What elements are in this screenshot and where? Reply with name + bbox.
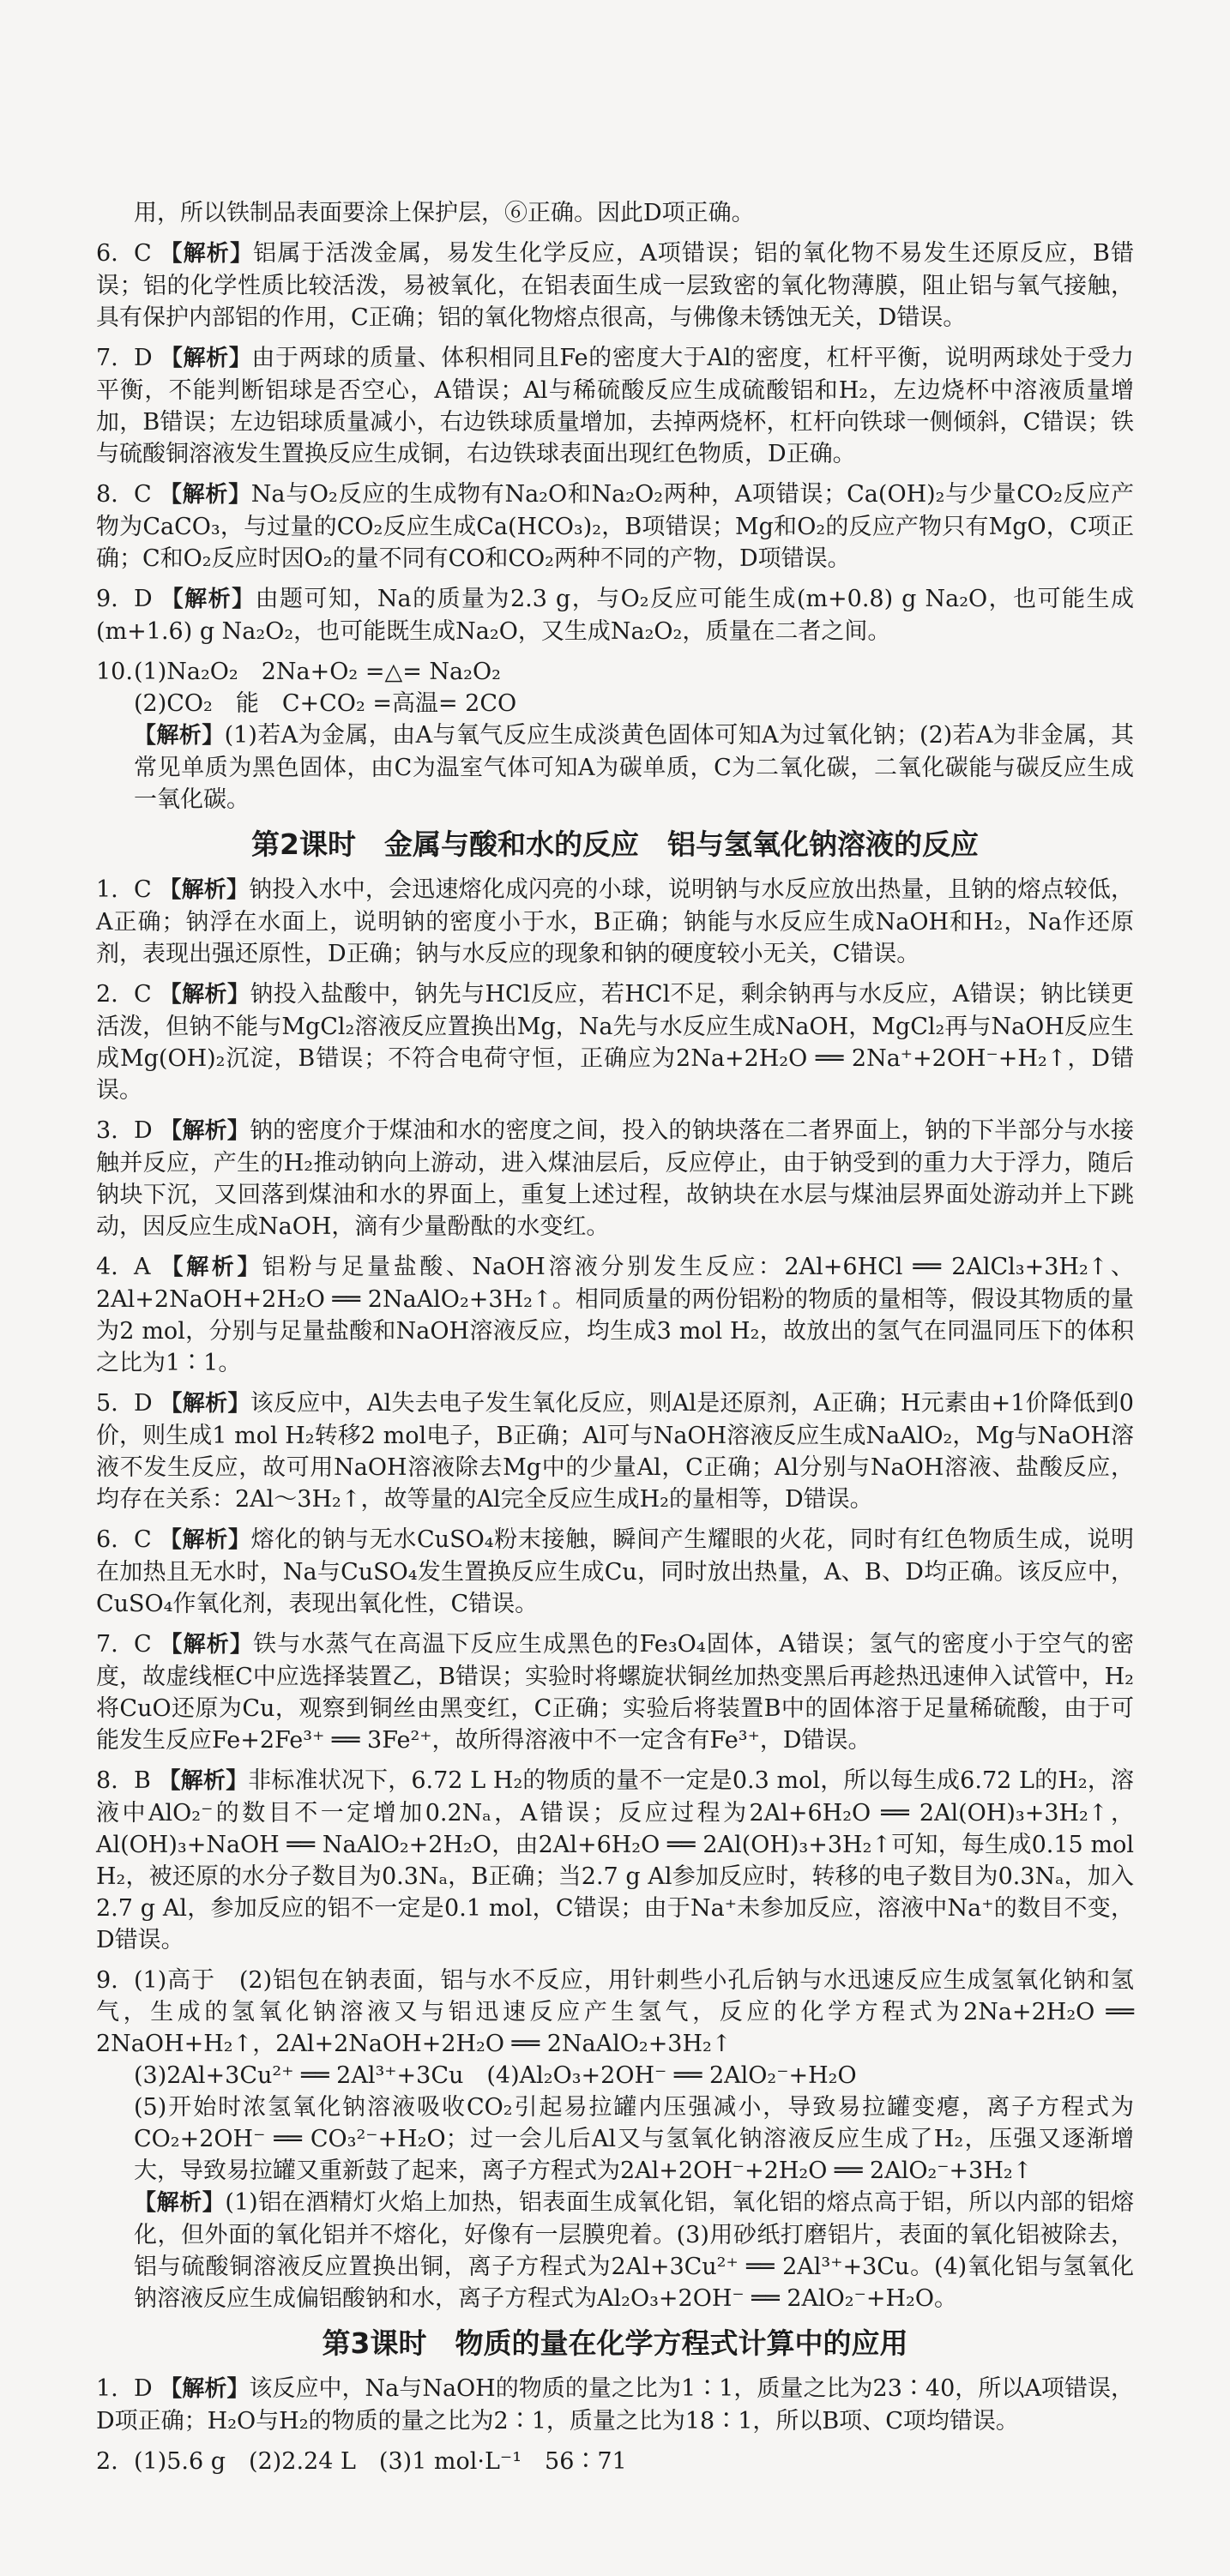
item-number: 6. <box>96 240 118 267</box>
analysis-tag: 【解析】 <box>160 1391 250 1417</box>
item-line: (2)CO₂ 能 C+CO₂ =高温= 2CO <box>134 690 517 717</box>
item-text: 由题可知，Na的质量为2.3 g，与O₂反应可能生成(m+0.8) g Na₂O，也可能生成(m+1.6) g Na₂O₂，也可能既生成Na₂O，又生成Na₂O₂，质量在二者之间。 <box>96 586 1134 645</box>
answer-item <box>96 1251 1134 1379</box>
item-number: 2. <box>96 981 118 1008</box>
analysis-tag: 【解析】 <box>160 1255 262 1280</box>
item-number: 4. <box>96 1254 118 1280</box>
item-text: 由于两球的质量、体积相同且Fe的密度大于Al的密度，杠杆平衡，说明两球处于受力平衡，不能判断铝球是否空心，A错误；Al与稀硫酸反应生成硫酸铝和H₂，左边烧杯中溶液质量增加，B错误；左边铝球质量减小，右边铁球质量增加，去掉两烧杯，杠杆向铁球一侧倾斜，C错误；铁与硫酸铜溶液发生置换反应生成铜，右边铁球表面出现红色物质，D正确。 <box>96 345 1134 467</box>
answer-item-10 <box>96 656 1134 816</box>
item-number: 3. <box>96 1117 118 1144</box>
analysis-tag: 【解析】 <box>159 877 250 903</box>
item-answer: A <box>134 1254 151 1280</box>
analysis-tag: 【解析】 <box>160 346 252 371</box>
answer-item <box>96 2373 1134 2437</box>
answer-item <box>96 1765 1134 1956</box>
item-number: 2. <box>96 2448 118 2475</box>
item-number: 8. <box>96 1767 118 1794</box>
item-text: 钠投入水中，会迅速熔化成闪亮的小球，说明钠与水反应放出热量，且钠的熔点较低，A正确；钠浮在水面上，说明钠的密度小于水，B正确；钠能与水反应生成NaOH和H₂，Na作还原剂，表现出强还原性，D正确；钠与水反应的现象和钠的硬度较小无关，C错误。 <box>96 876 1134 967</box>
section-heading: 第3课时 物质的量在化学方程式计算中的应用 <box>322 2326 908 2360</box>
item-text: (1)若A为金属，由A与氧气反应生成淡黄色固体可知A为过氧化钠；(2)若A为非金属，其常见单质为黑色固体，由C为温室气体可知A为碳单质，C为二氧化碳，二氧化碳能与碳反应生成一氧化碳。 <box>134 722 1134 813</box>
item-text: 该反应中，Al失去电子发生氧化反应，则Al是还原剂，A正确；H元素由+1价降低到0价，则生成1 mol H₂转移2 mol电子，B正确；Al可与NaOH溶液反应生成NaAlO₂，Mg与NaOH溶液不发生反应，故可用NaOH溶液除去Mg中的少量Al，C正确；Al分别与NaOH溶液、盐酸反应，均存在关系：2Al～3H₂↑，故等量的Al完全反应生成H₂的量相等，D错误。 <box>96 1390 1134 1513</box>
answer-item-9b <box>96 1965 1134 2314</box>
item-text: (1)5.6 g (2)2.24 L (3)1 mol·L⁻¹ 56∶71 <box>134 2448 627 2475</box>
item-answer: C <box>134 1526 152 1553</box>
answer-item <box>96 978 1134 1106</box>
analysis-tag: 【解析】 <box>159 482 251 508</box>
analysis-tag: 【解析】 <box>160 1632 254 1658</box>
answer-item <box>96 1115 1134 1243</box>
item-answer: C <box>134 240 152 267</box>
item-number: 9. <box>96 586 118 612</box>
item-text: 用，所以铁制品表面要涂上保护层，⑥正确。因此D项正确。 <box>134 200 755 226</box>
analysis-tag: 【解析】 <box>160 2376 250 2402</box>
analysis-tag: 【解析】 <box>158 1768 249 1794</box>
analysis-tag: 【解析】 <box>159 982 250 1008</box>
item-text: 铁与水蒸气在高温下反应生成黑色的Fe₃O₄固体，A错误；氢气的密度小于空气的密度，故虚线框C中应选择装置乙，B错误；实验时将螺旋状铜丝加热变黑后再趁热迅速伸入试管中，H₂将CuO还原为Cu，观察到铜丝由黑变红，C正确；实验后将装置B中的固体溶于足量稀硫酸，由于可能发生反应Fe+2Fe³⁺ ══ 3Fe²⁺，故所得溶液中不一定含有Fe³⁺，D错误。 <box>96 1631 1134 1754</box>
analysis-tag: 【解析】 <box>159 1527 251 1553</box>
answer-item-6 <box>96 238 1134 334</box>
item-answer: C <box>134 481 152 508</box>
item-line: (5)开始时浓氢氧化钠溶液吸收CO₂引起易拉罐内压强减小，导致易拉罐变瘪，离子方程式为CO₂+2OH⁻ ══ CO₃²⁻+H₂O；过一会儿后Al又与氢氧化钠溶液反应生成了H₂，压强又逐渐增大，导致易拉罐又重新鼓了起来，离子方程式为2Al+2OH⁻+2H₂O ══ 2AlO₂⁻+3H₂↑ <box>134 2094 1134 2184</box>
answer-item <box>96 1387 1134 1515</box>
section-heading: 第2课时 金属与酸和水的反应 铝与氢氧化钠溶液的反应 <box>251 828 979 861</box>
item-answer: C <box>134 1631 152 1658</box>
item-answer: D <box>134 345 153 371</box>
answer-item <box>96 1524 1134 1620</box>
item-number: 7. <box>96 1631 118 1658</box>
item-line: (1)Na₂O₂ 2Na+O₂ =△= Na₂O₂ <box>134 659 501 685</box>
item-number: 6. <box>96 1526 118 1553</box>
item-number: 1. <box>96 2375 118 2402</box>
analysis-tag: 【解析】 <box>160 1118 250 1144</box>
item-number: 10. <box>96 659 133 685</box>
answer-item <box>96 874 1134 970</box>
answer-column <box>96 197 1134 2486</box>
item-answer: D <box>134 1117 153 1144</box>
item-text: 钠的密度介于煤油和水的密度之间，投入的钠块落在二者界面上，钠的下半部分与水接触并反应，产生的H₂推动钠向上游动，进入煤油层后，反应停止，由于钠受到的重力大于浮力，随后钠块下沉，又回落到煤油和水的界面上，重复上述过程，故钠块在水层与煤油层界面处游动并上下跳动，因反应生成NaOH，滴有少量酚酞的水变红。 <box>96 1117 1134 1240</box>
item-answer: B <box>134 1767 151 1794</box>
analysis-tag: 【解析】 <box>134 2190 226 2216</box>
item-answer: D <box>134 1390 153 1417</box>
analysis-tag: 【解析】 <box>160 587 256 612</box>
item-answer: D <box>134 586 153 612</box>
answer-item-8 <box>96 478 1134 575</box>
item-number: 1. <box>96 876 118 903</box>
item-answer: C <box>134 876 152 903</box>
item-text: 铝属于活泼金属，易发生化学反应，A项错误；铝的氧化物不易发生还原反应，B错误；铝的化学性质比较活泼，易被氧化，在铝表面生成一层致密的氧化物薄膜，阻止铝与氧气接触，具有保护内部铝的作用，C正确；铝的氧化物熔点很高，与佛像未锈蚀无关，D错误。 <box>96 240 1134 331</box>
item-text: 熔化的钠与无水CuSO₄粉末接触，瞬间产生耀眼的火花，同时有红色物质生成，说明在加热且无水时，Na与CuSO₄发生置换反应生成Cu，同时放出热量，A、B、D均正确。该反应中，CuSO₄作氧化剂，表现出氧化性，C错误。 <box>96 1526 1134 1617</box>
item-text: Na与O₂反应的生成物有Na₂O和Na₂O₂两种，A项错误；Ca(OH)₂与少量CO₂反应产物为CaCO₃，与过量的CO₂反应生成Ca(HCO₃)₂，B项错误；Mg和O₂的反应产物只有MgO，C项正确；C和O₂反应时因O₂的量不同有CO和CO₂两种不同的产物，D项错误。 <box>96 481 1134 572</box>
answer-item-9 <box>96 583 1134 647</box>
item-text: 铝粉与足量盐酸、NaOH溶液分别发生反应：2Al+6HCl ══ 2AlCl₃+3H₂↑、2Al+2NaOH+2H₂O ══ 2NaAlO₂+3H₂↑。相同质量的两份铝粉的物质的量相等，假设其物质的量为2 mol，分别与足量盐酸和NaOH溶液反应，均生成3 mol H₂，故放出的氢气在同温同压下的体积之比为1∶1。 <box>96 1254 1134 1376</box>
item-line: (1)高于 (2)铝包在钠表面，铝与水不反应，用针刺些小孔后钠与水迅速反应生成氢氧化钠和氢气，生成的氢氧化钠溶液又与铝迅速反应产生氢气，反应的化学方程式为2Na+2H₂O ══ 2NaOH+H₂↑，2Al+2NaOH+2H₂O ══ 2NaAlO₂+3H₂↑ <box>96 1967 1134 2057</box>
analysis-tag: 【解析】 <box>134 723 225 749</box>
item-text: (1)铝在酒精灯火焰上加热，铝表面生成氧化铝，氧化铝的熔点高于铝，所以内部的铝熔化，但外面的氧化铝并不熔化，好像有一层膜兜着。(3)用砂纸打磨铝片，表面的氧化铝被除去，铝与硫酸铜溶液反应置换出铜，离子方程式为2Al+3Cu²⁺ ══ 2Al³⁺+3Cu。(4)氧化铝与氢氧化钠溶液反应生成偏铝酸钠和水，离子方程式为Al₂O₃+2OH⁻ ══ 2AlO₂⁻+H₂O。 <box>134 2189 1134 2312</box>
item-number: 7. <box>96 345 118 371</box>
answer-item <box>96 1628 1134 1756</box>
answer-item <box>96 2446 1134 2477</box>
item-number: 8. <box>96 481 118 508</box>
item-answer: C <box>134 981 152 1008</box>
item-number: 5. <box>96 1390 118 1417</box>
answer-item-7 <box>96 342 1134 470</box>
item-text: 非标准状况下，6.72 L H₂的物质的量不一定是0.3 mol，所以每生成6.72 L的H₂，溶液中AlO₂⁻的数目不一定增加0.2Nₐ，A错误；反应过程为2Al+6H₂O ══ 2Al(OH)₃+3H₂↑，Al(OH)₃+NaOH ══ NaAlO₂+2H₂O，由2Al+6H₂O ══ 2Al(OH)₃+3H₂↑可知，每生成0.15 mol H₂，被还原的水分子数目为0.3Nₐ，B正确；当2.7 g Al参加反应时，转移的电子数目为0.3Nₐ，加入2.7 g Al，参加反应的铝不一定是0.1 mol，C错误；由于Na⁺未参加反应，溶液中Na⁺的数目不变，D错误。 <box>96 1767 1135 1953</box>
item-text: 钠投入盐酸中，钠先与HCl反应，若HCl不足，剩余钠再与水反应，A错误；钠比镁更活泼，但钠不能与MgCl₂溶液反应置换出Mg，Na先与水反应生成NaOH，MgCl₂再与NaOH反应生成Mg(OH)₂沉淀，B错误；不符合电荷守恒，正确应为2Na+2H₂O ══ 2Na⁺+2OH⁻+H₂↑，D错误。 <box>96 981 1134 1104</box>
continued-line <box>96 197 1134 229</box>
analysis-tag: 【解析】 <box>160 241 254 267</box>
item-number: 9. <box>96 1967 118 1994</box>
item-answer: D <box>134 2375 153 2402</box>
item-line: (3)2Al+3Cu²⁺ ══ 2Al³⁺+3Cu (4)Al₂O₃+2OH⁻ ══ 2AlO₂⁻+H₂O <box>134 2062 857 2089</box>
item-text: 该反应中，Na与NaOH的物质的量之比为1∶1，质量之比为23∶40，所以A项错误，D项正确；H₂O与H₂的物质的量之比为2∶1，质量之比为18∶1，所以B项、C项均错误。 <box>96 2375 1134 2435</box>
